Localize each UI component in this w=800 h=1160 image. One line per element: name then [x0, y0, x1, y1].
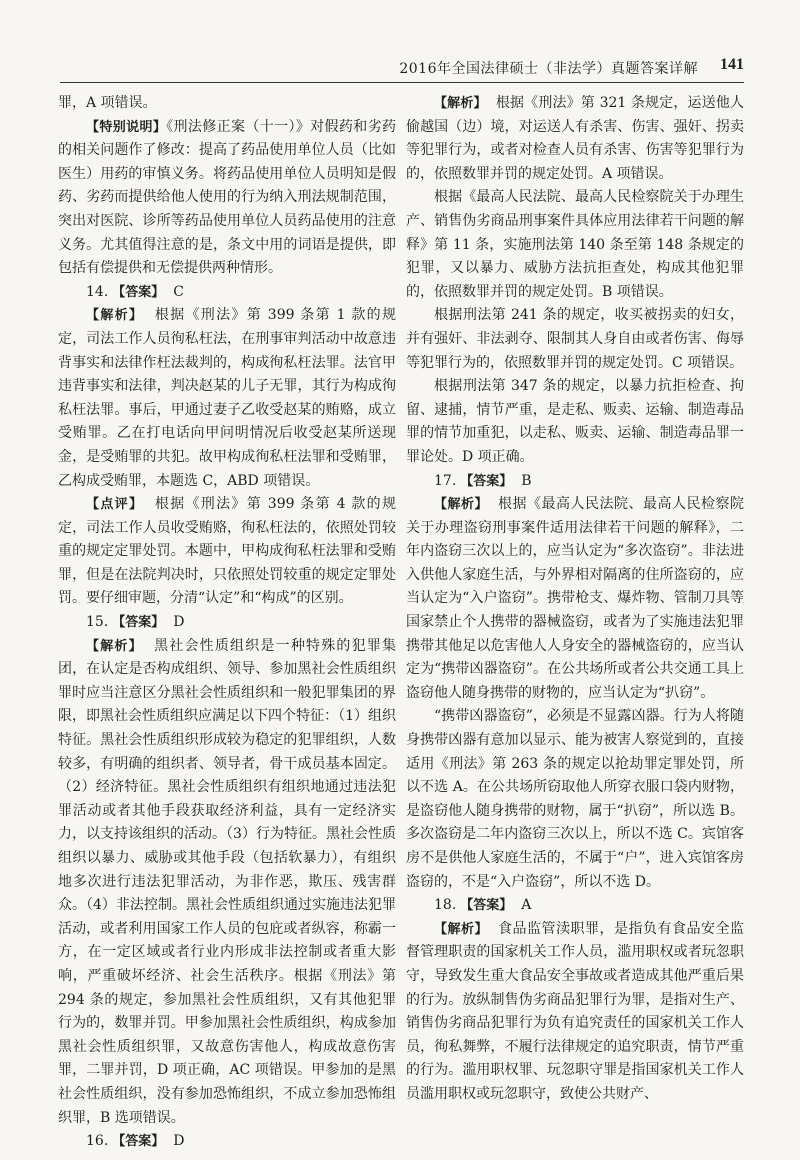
section-label: 【解析】	[434, 497, 489, 513]
answer-15: 15. 【答案】 D	[86, 614, 185, 631]
paragraph-analysis: 【解析】 食品监管渎职罪，是指负有食品安全监督管理职责的国家机关工作人员，滥用职权或者玩忽职守，导致发生重大食品安全事故或者造成其他严重后果的行为。放纵制售伪劣商品犯罪行为罪，是指对生产、销售伪劣商品犯罪行为负有追究责任的国家机关工作人员，徇私舞弊，不履行法律规定的追究职责，情节严重的行为。滥用职权罪、玩忽职守罪是指国家机关工作人员滥用职权或玩忽职守，致使公共财产、	[406, 920, 744, 1102]
paragraph: 根据《最高人民法院、最高人民检察院关于办理生产、销售伪劣商品刑事案件具体应用法律若干问题的解释》第 11 条，实施刑法第 140 条至第 148 条规定的犯罪，又以暴力、威胁方法抗拒查处，构成其他犯罪的，依照数罪并罚的规定处罚。B 项错误。	[406, 189, 744, 300]
paragraph: 根据刑法第 347 条的规定，以暴力抗拒检查、拘留、逮捕，情节严重，是走私、贩卖、运输、制造毒品罪的情节加重犯，以走私、贩卖、运输、制造毒品罪一罪论处。D 项正确。	[406, 378, 744, 465]
paragraph-analysis: 【解析】 根据《刑法》第 321 条规定，运送他人偷越国（边）境，对运送人有杀害、伤害、强奸、拐卖等犯罪行为，或者对检查人员有杀害、伤害等犯罪行为的，依照数罪并罚的规定处罚。A 项错误。	[406, 95, 744, 182]
section-label: 【特别说明】	[86, 119, 167, 135]
right-column	[406, 92, 744, 1107]
answer-17: 17. 【答案】 B	[434, 472, 532, 489]
section-label: 【解析】	[86, 308, 144, 324]
section-label: 【解析】	[434, 96, 487, 111]
paragraph: 根据刑法第 241 条的规定，收买被拐卖的妇女，并有强奸、非法剥夺、限制其人身自由或者伤害、侮辱等犯罪行为的，依照数罪并罚的规定处罚。C 项错误。	[406, 307, 744, 371]
paragraph: 罪，A 项错误。	[58, 95, 157, 111]
answer-value: D	[173, 1133, 185, 1150]
paragraph-analysis: 【解析】 根据《刑法》第 399 条第 1 款的规定，司法工作人员徇私枉法，在刑事审判活动中故意违背事实和法律作枉法裁判的，构成徇私枉法罪。法官甲违背事实和法律，判决赵某的儿子无罪，其行为构成徇私枉法罪。事后，甲通过妻子乙收受赵某的贿赂，成立受贿罪。乙在打电话向甲问明情况后收受赵某所送现金，是受贿罪的共犯。故甲构成徇私枉法罪和受贿罪，乙构成受贿罪，本题选 C，ABD 项错误。	[58, 307, 396, 489]
section-label: 【点评】	[86, 497, 144, 513]
paragraph-analysis: 【解析】 根据《最高人民法院、最高人民检察院关于办理盗窃刑事案件适用法律若干问题的解释》，二年内盗窃三次以上的，应当认定为“多次盗窃”。非法进入供他人家庭生活，与外界相对隔离的住所盗窃的，应当认定为“入户盗窃”。携带枪支、爆炸物、管制刀具等国家禁止个人携带的器械盗窃，或者为了实施违法犯罪携带其他足以危害他人人身安全的器械盗窃的，应当认定为“携带凶器盗窃”。在公共场所或者公共交通工具上盗窃他人随身携带的财物的，应当认定为“扒窃”。	[406, 496, 744, 701]
header-rule	[60, 82, 744, 83]
paragraph-special-note: 【特别说明】《刑法修正案（十一）》对假药和劣药的相关问题作了修改：提高了药品使用单位人员（比如医生）用药的审慎义务。将药品使用单位人员明知是假药、劣药而提供给他人使用的行为纳入刑法规制范围，突出对医院、诊所等药品使用单位人员药品使用的注意义务。尤其值得注意的是，条文中用的词语是提供，即包括有偿提供和无偿提供两种情形。	[58, 118, 396, 277]
header-title: 2016年全国法律硕士（非法学）真题答案详解	[399, 61, 698, 77]
section-label: 【解析】	[86, 638, 143, 654]
answer-value: B	[521, 472, 532, 489]
section-label: 【解析】	[434, 921, 489, 937]
answer-16: 16. 【答案】 D	[86, 1133, 185, 1150]
paragraph-analysis: 【解析】 黑社会性质组织是一种特殊的犯罪集团，在认定是否构成组织、领导、参加黑社会性质组织罪时应当注意区分黑社会性质组织和一般犯罪集团的界限，即黑社会性质组织应满足以下四个特征：（1）组织特征。黑社会性质组织形成较为稳定的犯罪组织，人数较多，有明确的组织者、领导者，骨干成员基本固定。（2）经济特征。黑社会性质组织有组织地通过违法犯罪活动或者其他手段获取经济利益，具有一定经济实力，以支持该组织的活动。（3）行为特征。黑社会性质组织以暴力、威胁或其他手段（包括软暴力），有组织地多次进行违法犯罪活动，为非作恶，欺压、残害群众。（4）非法控制。黑社会性质组织通过实施违法犯罪活动，或者利用国家工作人员的包庇或者纵容，称霸一方，在一定区域或者行业内形成非法控制或者重大影响，严重破坏经济、社会生活秩序。根据《刑法》第 294 条的规定，参加黑社会性质组织，又有其他犯罪行为的，数罪并罚。甲参加黑社会性质组织，构成参加黑社会性质组织罪，又故意伤害他人，构成故意伤害罪，二罪并罚，D 项正确，AC 项错误。甲参加的是黑社会性质组织，没有参加恐怖组织，不成立参加恐怖组织罪，B 选项错误。	[58, 637, 396, 1126]
page-number: 141	[720, 56, 744, 73]
answer-18: 18. 【答案】 A	[434, 897, 532, 914]
answer-value: D	[173, 614, 185, 631]
answer-value: A	[521, 897, 532, 914]
left-column	[58, 92, 396, 1154]
answer-14: 14. 【答案】 C	[86, 283, 184, 300]
paragraph-comment: 【点评】 根据《刑法》第 399 条第 4 款的规定，司法工作人员收受贿赂，徇私枉法的，依照处罚较重的规定定罪处罚。本题中，甲构成徇私枉法罪和受贿罪，但是在法院判决时，只依照处罚较重的规定定罪处罚。要仔细审题，分清“认定”和“构成”的区别。	[58, 496, 396, 607]
paragraph: “携带凶器盗窃”，必须是不显露凶器。行为人将随身携带凶器有意加以显示、能为被害人察觉到的，直接适用《刑法》第 263 条的规定以抢劫罪定罪处罚，所以不选 A。在公共场所窃取他人所穿衣服口袋内财物，是盗窃他人随身携带的财物，属于“扒窃”，所以选 B。多次盗窃是二年内盗窃三次以上，所以不选 C。宾馆客房不是供他人家庭生活的，不属于“户”，进入宾馆客房盗窃的，不是“入户盗窃”，所以不选 D。	[406, 708, 744, 890]
answer-value: C	[173, 283, 184, 300]
running-header	[60, 58, 744, 80]
